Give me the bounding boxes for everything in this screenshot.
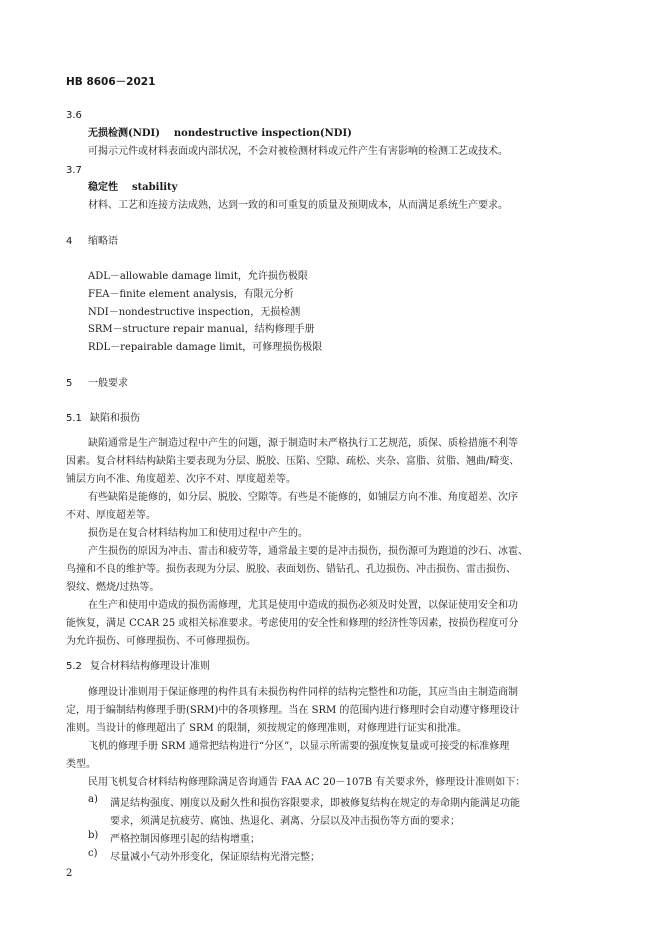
- subsection-title: 缺陷和损伤: [90, 413, 140, 424]
- section-number: 5: [66, 378, 73, 389]
- paragraph-line: 能恢复，满足 CCAR 25 或相关标准要求。考虑使用的安全性和修理的经济性等因素，按损伤程度可分: [66, 618, 519, 629]
- subsection-heading: [66, 660, 210, 674]
- paragraph-line: 铺层方向不准、角度超差、次序不对、厚度超差等。: [66, 474, 296, 485]
- paragraph-line: 准则。当设计的修理超出了 SRM 的限制，须按规定的修理准则，对修理进行证实和批准。: [66, 723, 467, 734]
- list-item-text: 要求，须满足抗疲劳、腐蚀、热退化、剥离、分层以及冲击损伤等方面的要求；: [110, 816, 460, 827]
- list-label: c): [88, 848, 98, 859]
- list-item-text: 严格控制因修理引起的结构增重；: [110, 834, 260, 845]
- paragraph-line: 有些缺陷是能修的，如分层、脱胶、空隙等。有些是不能修的，如铺层方向不准、角度超差、次序: [88, 492, 518, 503]
- section-title: 一般要求: [88, 378, 128, 389]
- subsection-number: 5.1: [66, 413, 82, 424]
- paragraph-line: 因素。复合材料结构缺陷主要表现为分层、脱胶、压陷、空隙、疏松、夹杂、富脂、贫脂、翘曲/畸变、: [66, 456, 520, 467]
- abbreviation-item: FEA－finite element analysis，有限元分析: [88, 289, 294, 300]
- term-definition: 可揭示元件或材料表面或内部状况，不会对被检测材料或元件产生有害影响的检测工艺或技术。: [88, 146, 508, 157]
- section-title: 缩略语: [88, 236, 118, 247]
- term-definition: 材料、工艺和连接方法成熟，达到一致的和可重复的质量及预期成本，从而满足系统生产要求。: [88, 200, 508, 211]
- abbreviation-item: ADL－allowable damage limit，允许损伤极限: [88, 271, 308, 282]
- term-en: nondestructive inspection(NDI): [173, 128, 352, 139]
- clause-number: 3.7: [66, 165, 82, 176]
- term-en: stability: [131, 182, 178, 193]
- standard-number-header: HB 8606－2021: [66, 76, 156, 88]
- paragraph-line: 修理设计准则用于保证修理的构件具有未损伤构件同样的结构完整性和功能，其应当由主制造商制: [88, 687, 518, 698]
- list-label: a): [88, 794, 98, 805]
- abbreviation-item: NDI－nondestructive inspection，无损检测: [88, 307, 301, 318]
- abbreviation-item: SRM－structure repair manual，结构修理手册: [88, 324, 315, 335]
- list-label: b): [88, 830, 99, 841]
- paragraph-line: 缺陷通常是生产制造过程中产生的问题，源于制造时未严格执行工艺规范，质保、质检措施不利等: [88, 438, 518, 449]
- paragraph-line: 不对、厚度超差等。: [66, 510, 156, 521]
- paragraph-line: 为允许损伤、可修理损伤、不可修理损伤。: [66, 636, 256, 647]
- subsection-number: 5.2: [66, 661, 82, 672]
- page-number: 2: [66, 868, 73, 879]
- paragraph-line: 类型。: [66, 759, 96, 770]
- paragraph-line: 飞机的修理手册 SRM 通常把结构进行“分区”，以显示所需要的强度恢复量或可接受的标准修理: [88, 741, 510, 752]
- section-heading: [66, 235, 118, 249]
- subsection-title: 复合材料结构修理设计准则: [90, 661, 210, 672]
- abbreviation-item: RDL－repairable damage limit，可修理损伤极限: [88, 342, 323, 353]
- term-title: [88, 127, 352, 141]
- term-zh: 无损检测(NDI): [88, 128, 160, 139]
- paragraph-line: 损伤是在复合材料结构加工和使用过程中产生的。: [88, 528, 308, 539]
- term-title: [88, 181, 177, 195]
- subsection-heading: [66, 412, 140, 426]
- paragraph-line: 在生产和使用中造成的损伤需修理，尤其是使用中造成的损伤必须及时处置，以保证使用安全和功: [88, 600, 518, 611]
- paragraph-line: 鸟撞和不良的维护等。损伤表现为分层、脱胶、表面划伤、错钻孔、孔边损伤、冲击损伤、雷击损伤、: [66, 564, 516, 575]
- clause-number: 3.6: [66, 110, 82, 121]
- section-heading: [66, 377, 128, 391]
- list-item-text: 满足结构强度、刚度以及耐久性和损伤容限要求，即被修复结构在规定的寿命期内能满足功能: [110, 798, 520, 809]
- list-item-text: 尽量减小气动外形变化，保证原结构光滑完整；: [110, 852, 320, 863]
- paragraph-line: 产生损伤的原因为冲击、雷击和疲劳等，通常最主要的是冲击损伤，损伤源可为跑道的沙石、冰雹、: [88, 546, 528, 557]
- paragraph-line: 定，用于编制结构修理手册(SRM)中的各项修理。当在 SRM 的范围内进行修理时会自动遵守修理设计: [66, 705, 520, 716]
- paragraph-line: 裂纹、燃烧/过热等。: [66, 582, 160, 593]
- term-zh: 稳定性: [88, 182, 118, 193]
- paragraph-line: 民用飞机复合材料结构修理除满足咨询通告 FAA AC 20－107B 有关要求外，修理设计准则如下：: [88, 777, 526, 788]
- section-number: 4: [66, 236, 73, 247]
